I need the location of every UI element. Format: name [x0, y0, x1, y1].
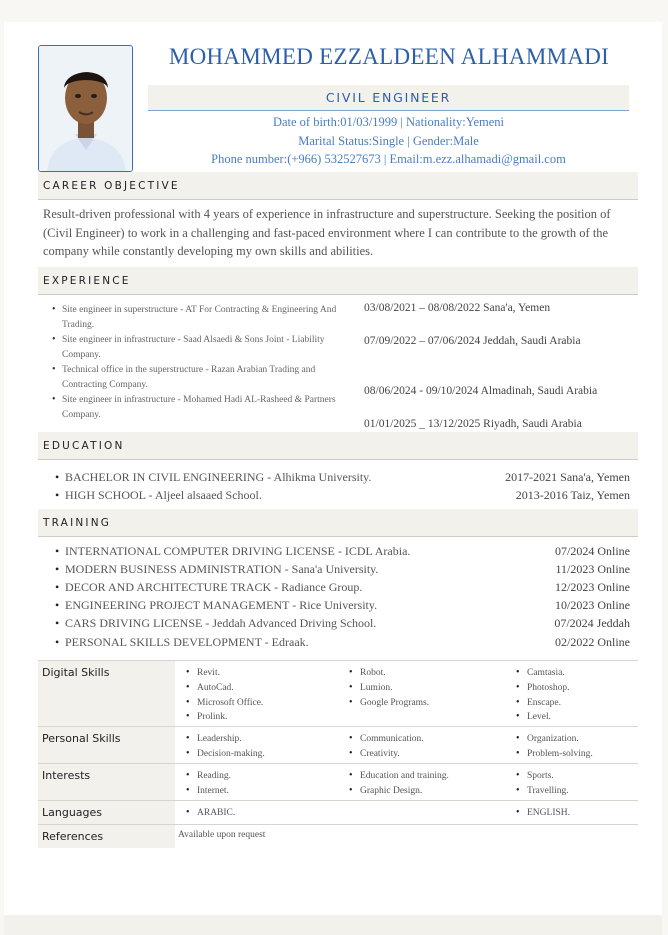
skill-item: • Leadership. [186, 732, 265, 747]
education-date-place: 2013-2016 Taiz, Yemen [515, 488, 630, 502]
skill-item: • Photoshop. [516, 681, 570, 696]
languages-label: Languages [38, 801, 175, 824]
candidate-name: MOHAMMED EZZALDEEN ALHAMMADI [168, 44, 610, 69]
experience-item: • Site engineer in superstructure - AT For Contracting & Engineering And Trading. [52, 303, 357, 332]
skill-item: • Creativity. [349, 747, 424, 762]
education-heading: EDUCATION [38, 432, 638, 460]
skill-column [349, 732, 424, 762]
skill-item: • Camtasia. [516, 666, 570, 681]
skill-item: • Internet. [186, 784, 231, 799]
contact-info-line: Phone number:(+966) 532527673 | Email:m.ezz.alhamadi@gmail.com [211, 152, 566, 166]
training-item [55, 598, 630, 616]
training-date-place: 10/2023 Online [555, 598, 630, 612]
bullet-icon: • [55, 616, 60, 630]
skill-item: • Google Programs. [349, 696, 429, 711]
bullet-icon: • [55, 470, 60, 484]
training-date-place: 12/2023 Online [555, 580, 630, 594]
career-objective-heading: CAREER OBJECTIVE [38, 172, 638, 200]
training-date-place: 02/2022 Online [555, 635, 630, 649]
person-portrait-icon [39, 46, 133, 172]
personal-info-line-1: Date of birth:01/03/1999 | Nationality:Yemeni [272, 115, 505, 129]
skill-column [186, 732, 265, 762]
skill-column [516, 769, 569, 799]
training-course: MODERN BUSINESS ADMINISTRATION - Sana'a University. [65, 562, 379, 576]
skill-column [349, 666, 429, 710]
training-item [55, 544, 630, 562]
training-course: CARS DRIVING LICENSE - Jeddah Advanced Driving School. [65, 616, 377, 630]
education-item [55, 470, 630, 488]
education-date-place: 2017-2021 Sana'a, Yemen [505, 470, 630, 484]
skill-item: • Prolink. [186, 710, 263, 725]
references-label: References [38, 825, 175, 848]
personal-info-line-2: Marital Status:Single | Gender:Male [298, 134, 479, 148]
interests-label: Interests [38, 764, 175, 800]
experience-date: 01/01/2025 _ 13/12/2025 Riyadh, Saudi Arabia [364, 418, 582, 430]
bullet-icon: • [55, 562, 60, 576]
skill-item: • AutoCad. [186, 681, 263, 696]
skill-item: • Organization. [516, 732, 593, 747]
training-item [55, 616, 630, 634]
languages-row [38, 800, 638, 824]
career-objective-text: Result-driven professional with 4 years of experience in infrastructure and superstructure. Seeking the position of (Civil Engineer) to work in a challenging and fast-paced environment where I can contribute to the growth of the company while constantly developing my own skills and abilities. [43, 207, 611, 258]
experience-item: • Site engineer in infrastructure - Mohamed Hadi AL-Rasheed & Partners Company. [52, 393, 357, 422]
digital-skills-row [38, 660, 638, 726]
skill-item: • Reading. [186, 769, 231, 784]
training-date-place: 07/2024 Online [555, 544, 630, 558]
skill-item: • Level. [516, 710, 570, 725]
references-text: Available upon request [178, 830, 266, 840]
bullet-icon: • [55, 488, 60, 502]
personal-skills-row [38, 726, 638, 763]
training-course: DECOR AND ARCHITECTURE TRACK - Radiance Group. [65, 580, 363, 594]
training-heading: TRAINING [38, 509, 638, 537]
skill-column [516, 732, 593, 762]
bullet-icon: • [55, 544, 60, 558]
experience-date: 08/06/2024 - 09/10/2024 Almadinah, Saudi Arabia [364, 385, 598, 397]
job-title: CIVIL ENGINEER [148, 85, 629, 111]
skill-column [186, 769, 231, 799]
bullet-icon: • [55, 580, 60, 594]
training-item [55, 562, 630, 580]
skill-item: • Travelling. [516, 784, 569, 799]
bullet-icon: • [55, 635, 60, 649]
training-course: PERSONAL SKILLS DEVELOPMENT - Edraak. [65, 635, 309, 649]
training-date-place: 07/2024 Jeddah [554, 616, 630, 630]
skill-column [349, 769, 449, 799]
skill-column [186, 806, 235, 821]
skill-item: • Problem-solving. [516, 747, 593, 762]
digital-skills-label: Digital Skills [38, 661, 175, 726]
skill-item: • Education and training. [349, 769, 449, 784]
education-degree: HIGH SCHOOL - Aljeel alsaaed School. [65, 488, 262, 502]
training-date-place: 11/2023 Online [555, 562, 630, 576]
language-item: • ENGLISH. [516, 806, 570, 821]
experience-heading: EXPERIENCE [38, 267, 638, 295]
experience-item: • Site engineer in infrastructure - Saad Alsaedi & Sons Joint - Liability Company. [52, 333, 357, 362]
skill-item: • Sports. [516, 769, 569, 784]
interests-row [38, 763, 638, 800]
skill-item: • Enscape. [516, 696, 570, 711]
personal-skills-label: Personal Skills [38, 727, 175, 763]
education-degree: BACHELOR IN CIVIL ENGINEERING - Alhikma University. [65, 470, 372, 484]
experience-list [52, 303, 357, 423]
skill-item: • Graphic Design. [349, 784, 449, 799]
experience-item: • Technical office in the superstructure - Razan Arabian Trading and Contracting Company. [52, 363, 357, 392]
skill-column [186, 666, 263, 725]
page-footer-strip [4, 915, 662, 935]
skill-item: • Decision-making. [186, 747, 265, 762]
training-course: INTERNATIONAL COMPUTER DRIVING LICENSE - ICDL Arabia. [65, 544, 411, 558]
profile-photo [38, 45, 133, 172]
skill-column [516, 666, 570, 725]
language-item: • ARABIC. [186, 806, 235, 821]
experience-date: 07/09/2022 – 07/06/2024 Jeddah, Saudi Arabia [364, 335, 581, 347]
bullet-icon: • [55, 598, 60, 612]
training-item [55, 580, 630, 598]
skill-item: • Communication. [349, 732, 424, 747]
skill-item: • Microsoft Office. [186, 696, 263, 711]
experience-date: 03/08/2021 – 08/08/2022 Sana'a, Yemen [364, 302, 551, 314]
skill-item: • Robot. [349, 666, 429, 681]
skill-item: • Revit. [186, 666, 263, 681]
training-course: ENGINEERING PROJECT MANAGEMENT - Rice University. [65, 598, 378, 612]
skill-column [516, 806, 570, 821]
training-item [55, 635, 630, 653]
references-row [38, 824, 638, 848]
skill-item: • Lumion. [349, 681, 429, 696]
education-item [55, 488, 630, 506]
